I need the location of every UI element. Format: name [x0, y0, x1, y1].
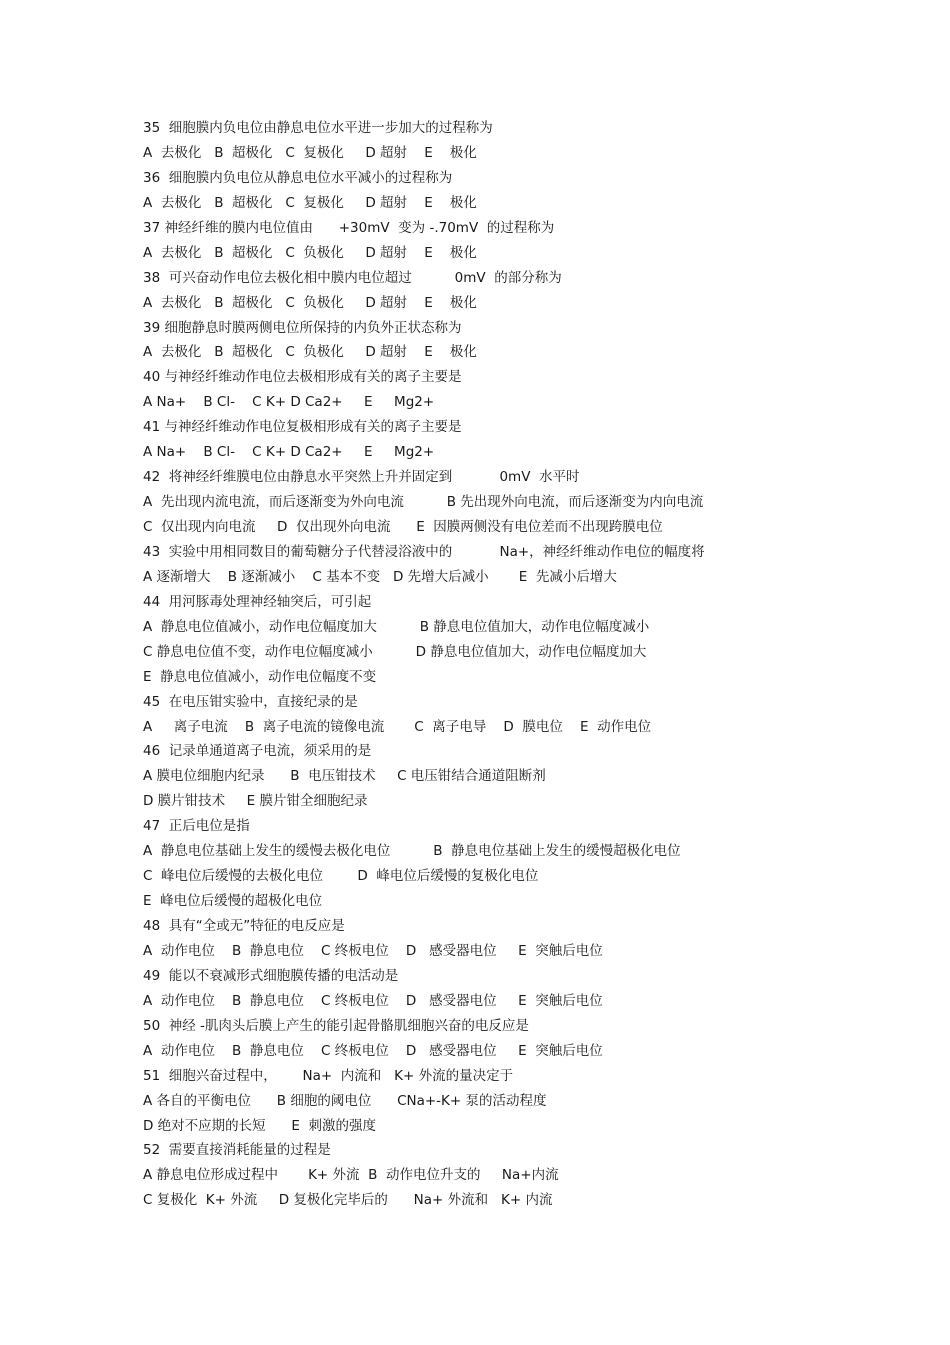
question-text: 49 能以不衰减形式细胞膜传播的电活动是: [143, 967, 399, 984]
answer-options: A 动作电位 B 静息电位 C 终板电位 D 感受器电位 E 突触后电位: [143, 1042, 603, 1059]
answer-options: A 静息电位基础上发生的缓慢去极化电位 B 静息电位基础上发生的缓慢超极化电位: [143, 843, 681, 860]
answer-options: A 先出现内流电流，而后逐渐变为外向电流 B 先出现外向电流，而后逐渐变为内向电流: [143, 494, 704, 511]
question-text: 38 可兴奋动作电位去极化相中膜内电位超过 0mV 的部分称为: [143, 269, 562, 286]
answer-options: A 静息电位值减小，动作电位幅度加大 B 静息电位值加大，动作电位幅度减小: [143, 618, 650, 635]
question-text: 43 实验中用相同数目的葡萄糖分子代替浸浴液中的 Na+，神经纤维动作电位的幅度将: [143, 543, 705, 560]
question-text: 41 与神经纤维动作电位复极相形成有关的离子主要是: [143, 419, 462, 436]
question-text: 48 具有“全或无”特征的电反应是: [143, 918, 345, 934]
answer-options: A 去极化 B 超极化 C 负极化 D 超射 E 极化: [143, 294, 477, 311]
answer-options: A 去极化 B 超极化 C 复极化 D 超射 E 极化: [143, 144, 477, 161]
answer-options: A Na+ B Cl- C K+ D Ca2+ E Mg2+: [143, 394, 435, 411]
answer-options: A 逐渐增大 B 逐渐减小 C 基本不变 D 先增大后减小 E 先减小后增大: [143, 568, 617, 585]
question-list: [143, 116, 903, 1213]
answer-options: A 动作电位 B 静息电位 C 终板电位 D 感受器电位 E 突触后电位: [143, 992, 603, 1009]
answer-options: A 去极化 B 超极化 C 负极化 D 超射 E 极化: [143, 344, 477, 361]
answer-options: E 静息电位值减小，动作电位幅度不变: [143, 668, 377, 685]
answer-options: C 仅出现内向电流 D 仅出现外向电流 E 因膜两侧没有电位差而不出现跨膜电位: [143, 519, 663, 535]
question-text: 45 在电压钳实验中，直接纪录的是: [143, 693, 358, 710]
answer-options: C 复极化 K+ 外流 D 复极化完毕后的 Na+ 外流和 K+ 内流: [143, 1192, 553, 1209]
question-text: 46 记录单通道离子电流，须采用的是: [143, 743, 372, 760]
question-text: 39 细胞静息时膜两侧电位所保持的内负外正状态称为: [143, 319, 462, 336]
answer-options: E 峰电位后缓慢的超极化电位: [143, 893, 323, 910]
answer-options: A 去极化 B 超极化 C 复极化 D 超射 E 极化: [143, 194, 477, 211]
answer-options: C 静息电位值不变，动作电位幅度减小 D 静息电位值加大，动作电位幅度加大: [143, 643, 647, 660]
answer-options: A 膜电位细胞内纪录 B 电压钳技术 C 电压钳结合通道阻断剂: [143, 768, 546, 785]
answer-options: D 膜片钳技术 E 膜片钳全细胞纪录: [143, 793, 368, 810]
answer-options: A Na+ B Cl- C K+ D Ca2+ E Mg2+: [143, 444, 435, 461]
question-text: 47 正后电位是指: [143, 818, 250, 835]
question-text: 42 将神经纤维膜电位由静息水平突然上升并固定到 0mV 水平时: [143, 469, 580, 486]
answer-options: A 动作电位 B 静息电位 C 终板电位 D 感受器电位 E 突触后电位: [143, 942, 603, 959]
answer-options: D 绝对不应期的长短 E 刺激的强度: [143, 1117, 377, 1134]
question-text: 51 细胞兴奋过程中， Na+ 内流和 K+ 外流的量决定于: [143, 1067, 514, 1084]
answer-options: A 各自的平衡电位 B 细胞的阈电位 CNa+-K+ 泵的活动程度: [143, 1092, 547, 1109]
question-text: 36 细胞膜内负电位从静息电位水平减小的过程称为: [143, 169, 453, 186]
question-text: 40 与神经纤维动作电位去极相形成有关的离子主要是: [143, 369, 462, 386]
answer-options: C 峰电位后缓慢的去极化电位 D 峰电位后缓慢的复极化电位: [143, 868, 539, 885]
question-text: 52 需要直接消耗能量的过程是: [143, 1142, 331, 1159]
answer-options: A 去极化 B 超极化 C 负极化 D 超射 E 极化: [143, 244, 477, 261]
answer-options: A 离子电流 B 离子电流的镜像电流 C 离子电导 D 膜电位 E 动作电位: [143, 718, 652, 735]
question-text: 35 细胞膜内负电位由静息电位水平进一步加大的过程称为: [143, 120, 493, 136]
question-text: 44 用河豚毒处理神经轴突后，可引起: [143, 593, 372, 610]
question-text: 37 神经纤维的膜内电位值由 +30mV 变为 -.70mV 的过程称为: [143, 219, 555, 236]
question-text: 50 神经 -肌肉头后膜上产生的能引起骨骼肌细胞兴奋的电反应是: [143, 1017, 529, 1034]
answer-options: A 静息电位形成过程中 K+ 外流 B 动作电位升支的 Na+内流: [143, 1167, 559, 1184]
